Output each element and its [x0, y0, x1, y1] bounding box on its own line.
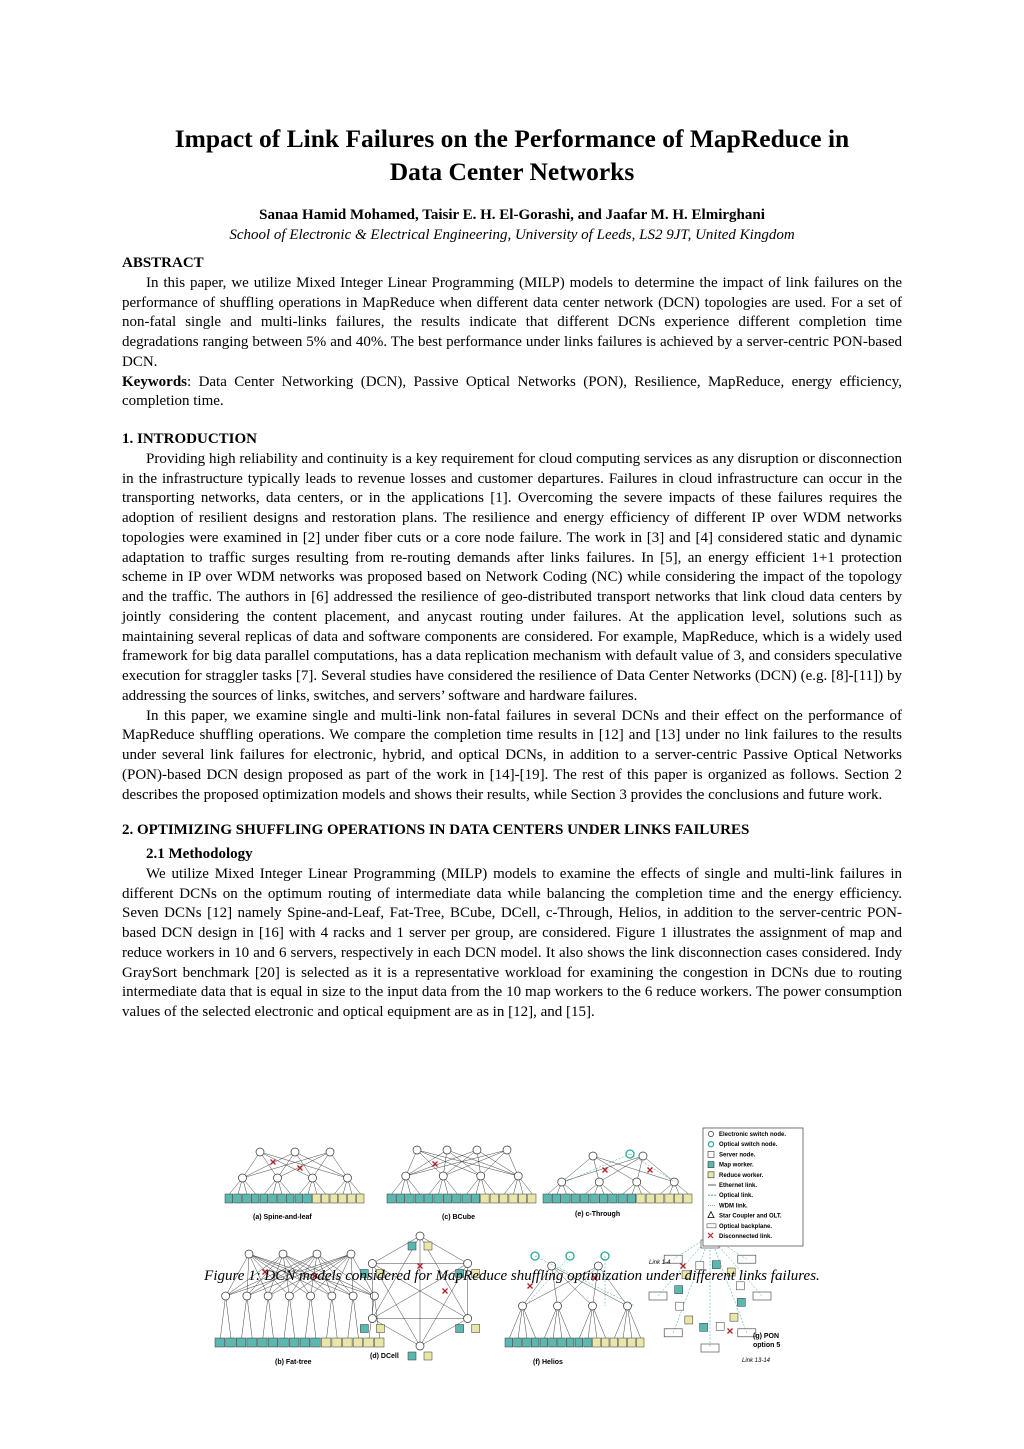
fat-tree-server [321, 1338, 331, 1347]
label-c-through: (e) c-Through [575, 1211, 621, 1218]
spine-leaf-server [295, 1194, 303, 1203]
fat-tree-downlink [348, 1296, 353, 1338]
section-1-paragraph-2: In this paper, we examine single and multi-link non-fatal failures in several DCNs and their effect on the performance of MapReduce shuffling operations. We compare the completion time results in [12] and [13] under no link failures to the results under several link failures for electronic, hybrid, and optical DCNs, in addition to a server-centric Passive Optical Networks (PON)-based DCN design proposed as part of the work in [14]-[19]. The rest of this paper is organized as follows. Section 2 describes the proposed optimization models and shows their results, while Section 3 provides the conclusions and future work. [122, 707, 902, 803]
spine-leaf-server [234, 1194, 242, 1203]
fat-tree-edge-switch [222, 1292, 230, 1300]
bcube-server [518, 1194, 526, 1203]
c-through-server [581, 1194, 589, 1203]
spine-leaf-uplink [243, 1152, 261, 1178]
bcube-server [471, 1194, 479, 1203]
bcube-edge-switch [439, 1172, 447, 1180]
fat-tree-core-switch [347, 1250, 355, 1258]
bcube-edge-switch [402, 1172, 410, 1180]
keywords [122, 373, 902, 413]
fat-tree-edge-switch [285, 1292, 293, 1300]
helios-edge-switch [554, 1302, 562, 1310]
helios-server [628, 1338, 636, 1347]
fat-tree-server [268, 1338, 278, 1347]
author-list: Sanaa Hamid Mohamed, Taisir E. H. El-Gorashi, and Jaafar M. H. Elmirghani [259, 207, 765, 223]
helios-server [531, 1338, 539, 1347]
spine-leaf-server [286, 1194, 294, 1203]
helios-server [593, 1338, 601, 1347]
dcell-server [424, 1242, 432, 1250]
c-through-server [627, 1194, 635, 1203]
fat-tree-downlink [242, 1296, 247, 1338]
bcube-server [387, 1194, 395, 1203]
section-1-heading: 1. INTRODUCTION [122, 431, 258, 447]
spine-leaf-core-switch [291, 1148, 299, 1156]
bcube-core-switch [473, 1146, 481, 1154]
helios-server [558, 1338, 566, 1347]
fat-tree-edge-switch [328, 1292, 336, 1300]
fat-tree-server [279, 1338, 289, 1347]
helios-server [523, 1338, 531, 1347]
bcube-server [415, 1194, 423, 1203]
helios-server [575, 1338, 583, 1347]
label-pon-option: option 5 [753, 1342, 781, 1349]
fat-tree-server [300, 1338, 310, 1347]
keywords-text: : Data Center Networking (DCN), Passive Optical Networks (PON), Resilience, MapReduce, energy efficiency, completion time. [122, 373, 902, 410]
pon-server [737, 1298, 745, 1306]
bcube-server [509, 1194, 517, 1203]
c-through-uplink [562, 1156, 593, 1182]
helios-server [540, 1338, 548, 1347]
bcube-failure [433, 1162, 438, 1167]
title-line-2: Data Center Networks [389, 157, 635, 186]
paper-body [122, 254, 902, 1023]
c-through-edge-switch [670, 1178, 678, 1186]
pon-server [676, 1302, 684, 1310]
legend-symbol-electronic-switch [708, 1131, 713, 1136]
c-through-server [562, 1194, 570, 1203]
bcube-server [406, 1194, 414, 1203]
c-through-server [552, 1194, 560, 1203]
figure-panels [215, 1146, 771, 1360]
label-link-13-14: Link 13-14 [742, 1358, 771, 1364]
figure-caption: Figure 1: DCN models considered for MapReduce shuffling optimization under different links failures. [204, 1268, 820, 1284]
fat-tree-downlink [305, 1296, 310, 1338]
abstract-text: In this paper, we utilize Mixed Integer Linear Programming (MILP) models to determine the impact of link failures on the performance of shuffling operations in MapReduce when different data center network (DCN) topologies are used. For a set of non-fatal single and multi-links failures, the results indicate that different DCNs experience different completion time degradations ranging between 5% and 40%. The best performance under links failures is achieved by a server-centric PON-based DCN. [122, 274, 902, 370]
legend-label: Ethernet link. [719, 1183, 758, 1189]
bcube-server [462, 1194, 470, 1203]
c-through-server [684, 1194, 692, 1203]
spine-leaf-server [339, 1194, 347, 1203]
dcell-server [376, 1325, 384, 1333]
fat-tree-server [364, 1338, 374, 1347]
spine-leaf-server [278, 1194, 286, 1203]
spine-leaf-server [243, 1194, 251, 1203]
spine-leaf-server [304, 1194, 312, 1203]
legend-label: Electronic switch node. [719, 1132, 787, 1138]
abstract-heading: ABSTRACT [122, 255, 204, 271]
c-through-edge-switch [633, 1178, 641, 1186]
legend-label: Reduce worker. [719, 1172, 764, 1179]
spine-leaf-server [348, 1194, 356, 1203]
fat-tree-downlink [226, 1296, 231, 1338]
bcube-edge-switch [477, 1172, 485, 1180]
helios-server [549, 1338, 557, 1347]
affiliation: School of Electronic & Electrical Engineering, University of Leeds, LS2 9JT, United Kingdom [229, 227, 795, 243]
legend-symbol-server [708, 1151, 714, 1157]
dcell-switch [416, 1342, 424, 1350]
label-spine-and-leaf: (a) Spine-and-leaf [253, 1214, 312, 1221]
spine-leaf-core-switch [326, 1148, 334, 1156]
paper-title [100, 122, 924, 188]
fat-tree-downlink [332, 1296, 337, 1338]
fat-tree-server [374, 1338, 384, 1347]
fat-tree-core-switch [245, 1250, 253, 1258]
fat-tree-downlink [311, 1296, 316, 1338]
bcube-server [396, 1194, 404, 1203]
keywords-label: Keywords [122, 373, 187, 390]
pon-server [730, 1313, 738, 1321]
legend-label: WDM link. [719, 1203, 748, 1210]
fat-tree-edge-switch [349, 1292, 357, 1300]
spine-leaf-edge-switch [239, 1174, 247, 1182]
section-2-heading: 2. OPTIMIZING SHUFFLING OPERATIONS IN DATA CENTERS UNDER LINKS FAILURES [122, 822, 750, 839]
fat-tree-downlink [327, 1296, 332, 1338]
helios-server [514, 1338, 522, 1347]
legend-symbol-backplane [707, 1224, 716, 1228]
spine-leaf-uplink [243, 1152, 331, 1178]
spine-leaf-edge-switch [344, 1174, 352, 1182]
dcell-server [456, 1325, 464, 1333]
fat-tree-server [343, 1338, 353, 1347]
fat-tree-core-switch [313, 1250, 321, 1258]
spine-leaf-server [260, 1194, 268, 1203]
fat-tree-server [236, 1338, 246, 1347]
label-helios: (f) Helios [533, 1359, 563, 1366]
fat-tree-downlink [220, 1296, 225, 1338]
fat-tree-edge-switch [243, 1292, 251, 1300]
section-2-1-heading: 2.1 Methodology [146, 846, 253, 862]
helios-server [566, 1338, 574, 1347]
c-through-edge-switch [558, 1178, 566, 1186]
fat-tree-downlink [247, 1296, 252, 1338]
label-dcell: (d) DCell [370, 1353, 399, 1360]
spine-leaf-edge-switch [274, 1174, 282, 1182]
legend-label: Optical link. [719, 1193, 754, 1200]
fat-tree-downlink [289, 1296, 294, 1338]
bcube-server [500, 1194, 508, 1203]
c-through-server [618, 1194, 626, 1203]
label-link-1-4: Link 1-4 [649, 1260, 671, 1266]
bcube-server [453, 1194, 461, 1203]
fat-tree-downlink [268, 1296, 273, 1338]
legend-label: Server node. [719, 1152, 756, 1159]
fat-tree-server [332, 1338, 342, 1347]
fat-tree-edge-switch [370, 1292, 378, 1300]
section-1-paragraph-1: Providing high reliability and continuity is a key requirement for cloud computing services as any disruption or disconnection in the infrastructure typically leads to revenue losses and customer departures. Failures in cloud infrastructure can occur in the transporting networks, data centers, or in the applications [1]. Overcoming the severe impacts of these failures requires the adoption of resilient designs and restoration plans. The resilience and energy efficiency of different IP over WDM networks topologies were examined in [2] under fiber cuts or a core node failure. The work in [3] and [4] considered static and dynamic adaptation to traffic surges resulting from re-routing demands after links failures. In [5], an energy efficient 1+1 protection scheme in IP over WDM networks was proposed based on Network Coding (NC) while considering the impact of the topology and the traffic. The authors in [6] addressed the resilience of geo-distributed transport networks that link cloud data centers by jointly considering the content placement, and anycast routing under failures. At the application level, solutions such as maintaining several replicas of data and software components are considered. For example, MapReduce, which is a widely used framework for big data parallel computations, has a data replication mechanism with default value of 3, and considers speculative execution for straggler tasks [7]. Several studies have considered the resilience of Data Center Networks (DCN) (e.g. [8]-[11]) by addressing the sources of links, switches, and servers’ software and hardware failures. [122, 450, 902, 704]
c-through-server [646, 1194, 654, 1203]
c-through-server [665, 1194, 673, 1203]
spine-leaf-server [356, 1194, 364, 1203]
legend-symbol-map-worker [708, 1162, 714, 1168]
fat-tree-edge-switch [264, 1292, 272, 1300]
fat-tree-server [215, 1338, 225, 1347]
c-through-server [656, 1194, 664, 1203]
legend-symbol-optical-switch [708, 1142, 713, 1147]
helios-server [610, 1338, 618, 1347]
legend-label: Map worker. [719, 1162, 754, 1169]
pon-server [716, 1322, 724, 1330]
label-pon: (g) PON [753, 1333, 780, 1340]
fat-tree-edge-switch [307, 1292, 315, 1300]
fat-tree-downlink [353, 1296, 358, 1338]
fat-tree-server [258, 1338, 268, 1347]
helios-edge-switch [589, 1302, 597, 1310]
pon-failure [728, 1329, 733, 1334]
pon-server [700, 1323, 708, 1331]
spine-leaf-edge-switch [309, 1174, 317, 1182]
pon-server [685, 1316, 693, 1324]
pon-server [675, 1286, 683, 1294]
fat-tree-downlink [284, 1296, 289, 1338]
bcube-server [443, 1194, 451, 1203]
c-through-core-switch [589, 1152, 597, 1160]
dcell-switch [368, 1315, 376, 1323]
bcube-core-switch [413, 1146, 421, 1154]
c-through-server [571, 1194, 579, 1203]
bcube-server [528, 1194, 536, 1203]
fat-tree-server [311, 1338, 321, 1347]
c-through-optical-link [565, 1154, 630, 1182]
legend-symbol-reduce-worker [708, 1172, 714, 1178]
fat-tree-server [289, 1338, 299, 1347]
fat-tree-downlink [263, 1296, 268, 1338]
legend-label: Optical backplane. [719, 1223, 773, 1230]
spine-leaf-core-switch [256, 1148, 264, 1156]
bcube-core-switch [443, 1146, 451, 1154]
dcell-server [424, 1352, 432, 1360]
helios-server [584, 1338, 592, 1347]
fat-tree-server [247, 1338, 257, 1347]
c-through-server [609, 1194, 617, 1203]
bcube-server [425, 1194, 433, 1203]
title-line-1: Impact of Link Failures on the Performance of MapReduce in [174, 124, 850, 153]
helios-server [619, 1338, 627, 1347]
spine-leaf-server [321, 1194, 329, 1203]
helios-server [601, 1338, 609, 1347]
dcell-server [408, 1352, 416, 1360]
bcube-edge-switch [514, 1172, 522, 1180]
dcell-server [472, 1325, 480, 1333]
legend-label: Star Coupler and OLT. [719, 1213, 782, 1220]
spine-leaf-server [313, 1194, 321, 1203]
dcell-server [408, 1242, 416, 1250]
label-bcube: (c) BCube [442, 1214, 476, 1221]
c-through-core-switch [639, 1152, 647, 1160]
fat-tree-server [353, 1338, 363, 1347]
bcube-server [434, 1194, 442, 1203]
c-through-failure [648, 1168, 653, 1173]
c-through-edge-switch [595, 1178, 603, 1186]
dcell-failure [443, 1289, 448, 1294]
dcell-server [360, 1325, 368, 1333]
c-through-server [543, 1194, 551, 1203]
c-through-server [637, 1194, 645, 1203]
spine-leaf-uplink [313, 1152, 331, 1178]
section-2-1-paragraph-1: We utilize Mixed Integer Linear Programming (MILP) models to examine the effects of single and multi-link failures in different DCNs on the optimum routing of intermediate data while balancing the completion time and the energy efficiency. Seven DCNs [12] namely Spine-and-Leaf, Fat-Tree, BCube, DCell, c-Through, Helios, in addition to the server-centric PON-based DCN design in [16] with 4 racks and 1 server per group, are considered. Figure 1 illustrates the assignment of map and reduce workers in 10 and 6 servers, respectively in each DCN model. It also shows the link disconnection cases considered. Indy GraySort benchmark [20] is selected as it is a representative workload for examining the congestion in DCNs due to routing intermediate data that is equal in size to the input data from the 10 map workers to the 6 reduce workers. The power consumption values of the selected electronic and optical equipment are as in [12], and [15]. [122, 865, 902, 1020]
fat-tree-core-switch [279, 1250, 287, 1258]
spine-leaf-server [225, 1194, 233, 1203]
helios-server [505, 1338, 513, 1347]
legend-label: Disconnected link. [719, 1234, 773, 1240]
c-through-server [674, 1194, 682, 1203]
fat-tree-server [226, 1338, 236, 1347]
helios-server [636, 1338, 644, 1347]
helios-edge-switch [624, 1302, 632, 1310]
pon-backplane [738, 1255, 756, 1263]
pon-backplane [664, 1329, 682, 1337]
c-through-server [599, 1194, 607, 1203]
dcell-switch [416, 1232, 424, 1240]
spine-leaf-server [269, 1194, 277, 1203]
c-through-uplink [643, 1156, 674, 1182]
c-through-server [590, 1194, 598, 1203]
legend-label: Optical switch node. [719, 1142, 778, 1149]
spine-leaf-uplink [330, 1152, 348, 1178]
bcube-server [481, 1194, 489, 1203]
bcube-core-switch [503, 1146, 511, 1154]
spine-leaf-server [330, 1194, 338, 1203]
figure-legend [703, 1128, 803, 1246]
dcell-switch [464, 1315, 472, 1323]
spine-leaf-server [251, 1194, 259, 1203]
bcube-server [490, 1194, 498, 1203]
figure-1 [205, 1126, 825, 1366]
label-fat-tree: (b) Fat-tree [275, 1359, 312, 1366]
